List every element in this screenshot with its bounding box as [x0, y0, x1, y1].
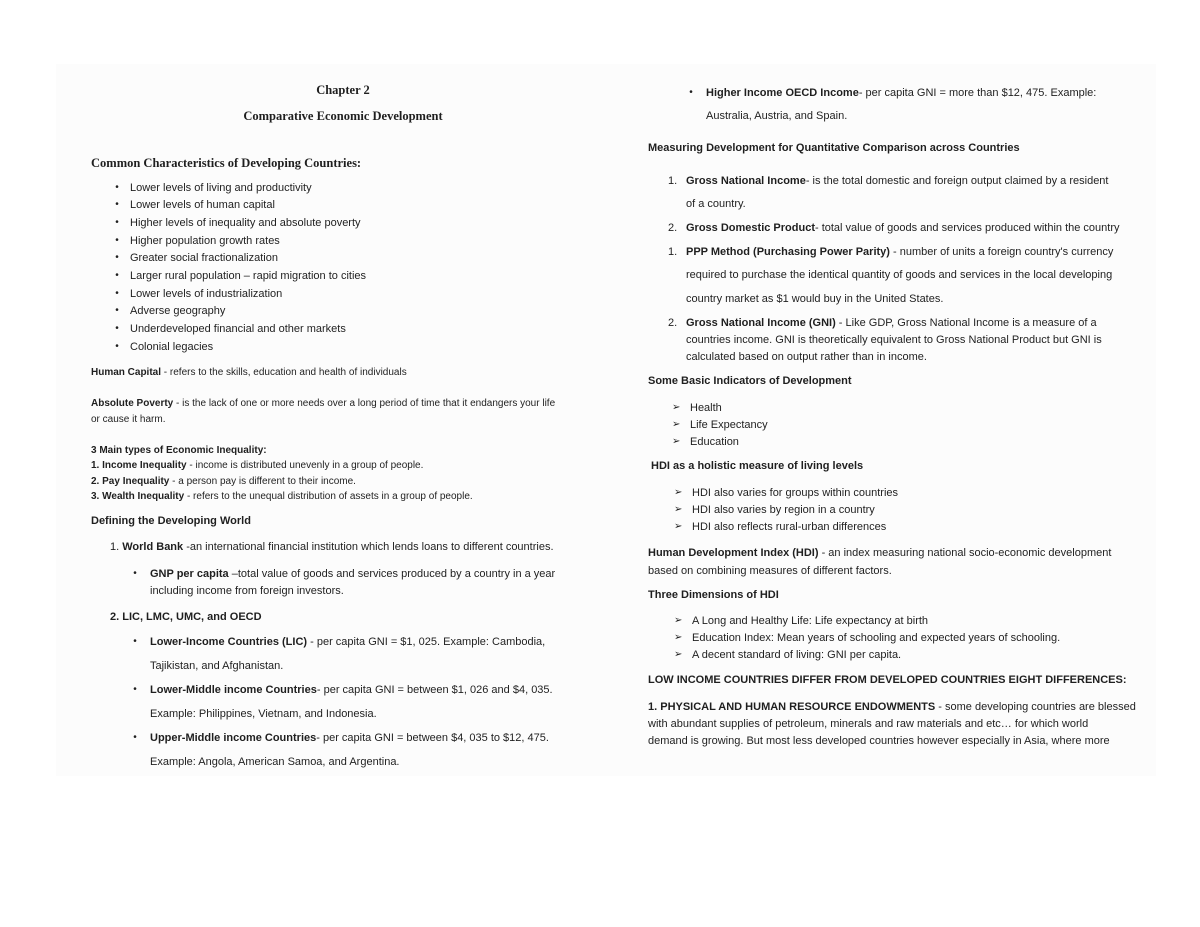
gni2-item-cont: countries income. GNI is theoretically equivalent to Gross National Product but GNI is [686, 334, 1102, 346]
definition: -an international financial institution which lends loans to different countries. [183, 541, 554, 553]
lic-heading: 2. LIC, LMC, UMC, and OECD [110, 611, 262, 623]
oecd-item [706, 86, 1096, 100]
term: World Bank [122, 541, 184, 553]
low-income-heading: LOW INCOME COUNTRIES DIFFER FROM DEVELOPED COUNTRIES EIGHT DIFFERENCES: [648, 674, 1127, 686]
bullet-icon: • [115, 305, 119, 316]
term: Gross National Income [686, 175, 806, 187]
definition: - income is distributed unevenly in a group of people. [186, 460, 424, 471]
lic-item-cont: Tajikistan, and Afghanistan. [150, 660, 284, 672]
bullet-icon: • [115, 252, 119, 263]
arrow-bullet-icon: ➢ [672, 402, 681, 413]
definition: - Like GDP, Gross National Income is a measure of a [835, 317, 1097, 329]
definition: - some developing countries are blessed [935, 701, 1136, 713]
dimensions-heading: Three Dimensions of HDI [648, 589, 779, 601]
bullet-icon: • [115, 288, 119, 299]
term: PPP Method (Purchasing Power Parity) [686, 246, 890, 258]
absolute-poverty-definition [91, 397, 555, 410]
term: 1. Income Inequality [91, 460, 187, 471]
arrow-bullet-icon: ➢ [674, 487, 683, 498]
gni-item-cont: of a country. [686, 198, 746, 210]
item-number: 2. [668, 317, 678, 329]
term: Human Development Index (HDI) [648, 547, 819, 559]
definition: - per capita GNI = between $4, 035 to $12, 475. [316, 732, 549, 744]
item-number: 1. [668, 175, 678, 187]
term: Lower-Middle income Countries [150, 684, 317, 696]
term: Upper-Middle income Countries [150, 732, 317, 744]
term: 2. Pay Inequality [91, 476, 170, 487]
lic-item [150, 635, 545, 649]
definition: - per capita GNI = more than $12, 475. Example: [858, 87, 1097, 99]
chapter-title: Comparative Economic Development [243, 109, 443, 123]
bullet-icon: • [115, 217, 119, 228]
defining-heading: Defining the Developing World [91, 515, 251, 527]
list-item: Greater social fractionalization [130, 252, 278, 264]
bullet-icon: • [133, 684, 137, 695]
term: 1. PHYSICAL AND HUMAN RESOURCE ENDOWMENTS [648, 701, 936, 713]
hdi-definition [648, 546, 1111, 560]
definition: - per capita GNI = $1, 025. Example: Cambodia, [307, 636, 546, 648]
term: Lower-Income Countries (LIC) [150, 636, 308, 648]
arrow-bullet-icon: ➢ [672, 419, 681, 430]
list-item: A Long and Healthy Life: Life expectancy at birth [692, 615, 929, 627]
bullet-icon: • [115, 323, 119, 334]
hdi-definition-cont: based on combining measures of different factors. [648, 565, 892, 577]
endowments-paragraph-cont: demand is growing. But most less developed countries however especially in Asia, where more [648, 735, 1110, 747]
list-item: Higher levels of inequality and absolute poverty [130, 217, 361, 229]
definition: - is the total domestic and foreign output claimed by a resident [805, 175, 1109, 187]
bullet-icon: • [115, 199, 119, 210]
oecd-item-cont: Australia, Austria, and Spain. [706, 110, 848, 122]
term: GNP per capita [150, 568, 229, 580]
inequality-item [91, 490, 473, 503]
gdp-item [686, 221, 1120, 235]
definition: - per capita GNI = between $1, 026 and $4, 035. [316, 684, 553, 696]
umc-item [150, 731, 549, 745]
term: Absolute Poverty [91, 398, 174, 409]
arrow-bullet-icon: ➢ [674, 632, 683, 643]
list-item: Health [690, 402, 722, 414]
list-item: Adverse geography [130, 305, 226, 317]
bullet-icon: • [689, 87, 693, 98]
inequality-item [91, 459, 423, 472]
list-item: Lower levels of human capital [130, 199, 275, 211]
definition: - refers to the unequal distribution of assets in a group of people. [184, 491, 473, 502]
list-item: HDI also reflects rural-urban differences [692, 521, 887, 533]
gnp-item-cont: including income from foreign investors. [150, 585, 344, 597]
term: Gross Domestic Product [686, 222, 815, 234]
arrow-bullet-icon: ➢ [674, 521, 683, 532]
definition: - is the lack of one or more needs over a long period of time that it endangers your life [173, 398, 556, 409]
definition: - total value of goods and services produced within the country [814, 222, 1120, 234]
list-item: HDI also varies by region in a country [692, 504, 875, 516]
bullet-icon: • [115, 182, 119, 193]
umc-item-cont: Example: Angola, American Samoa, and Argentina. [150, 756, 400, 768]
list-item: Education [690, 436, 739, 448]
definition: - a person pay is different to their income. [169, 476, 356, 487]
endowments-paragraph-cont: with abundant supplies of petroleum, minerals and raw materials and etc… for which world [648, 718, 1089, 730]
measuring-heading: Measuring Development for Quantitative Comparison across Countries [648, 142, 1020, 154]
list-item: HDI also varies for groups within countries [692, 487, 899, 499]
bullet-icon: • [133, 732, 137, 743]
ppp-item [686, 245, 1113, 259]
list-item: Education Index: Mean years of schooling and expected years of schooling. [692, 632, 1061, 644]
document-page [56, 64, 1156, 776]
term: Higher Income OECD Income [706, 87, 859, 99]
term: Human Capital [91, 367, 162, 378]
list-item: Lower levels of industrialization [130, 288, 283, 300]
inequality-item [91, 475, 356, 488]
list-item: Higher population growth rates [130, 235, 280, 247]
gni-item [686, 174, 1108, 188]
list-item: A decent standard of living: GNI per capita. [692, 649, 902, 661]
definition: - an index measuring national socio-economic development [818, 547, 1112, 559]
inequality-heading: 3 Main types of Economic Inequality: [91, 445, 267, 456]
bullet-icon: • [133, 568, 137, 579]
lmc-item-cont: Example: Philippines, Vietnam, and Indonesia. [150, 708, 377, 720]
bullet-icon: • [133, 636, 137, 647]
bullet-icon: • [115, 235, 119, 246]
list-item: Life Expectancy [690, 419, 768, 431]
lmc-item [150, 683, 553, 697]
chapter-label: Chapter 2 [316, 83, 370, 97]
item-number: 1. [668, 246, 678, 258]
arrow-bullet-icon: ➢ [674, 504, 683, 515]
arrow-bullet-icon: ➢ [674, 649, 683, 660]
absolute-poverty-definition-cont: or cause it harm. [91, 414, 166, 425]
list-item: Underdeveloped financial and other markets [130, 323, 346, 335]
gni2-item-cont: calculated based on output rather than in income. [686, 351, 927, 363]
endowments-paragraph [648, 700, 1136, 714]
arrow-bullet-icon: ➢ [672, 436, 681, 447]
world-bank-item [110, 540, 554, 554]
term: 3. Wealth Inequality [91, 491, 185, 502]
list-item: Larger rural population – rapid migration to cities [130, 270, 367, 282]
hdi-heading: HDI as a holistic measure of living levels [651, 460, 864, 472]
definition: –total value of goods and services produced by a country in a year [228, 568, 556, 580]
list-item: Colonial legacies [130, 341, 214, 353]
characteristics-heading: Common Characteristics of Developing Countries: [91, 156, 362, 170]
bullet-icon: • [115, 270, 119, 281]
gnp-item [150, 567, 555, 581]
indicators-heading: Some Basic Indicators of Development [648, 375, 852, 387]
item-number: 2. [668, 222, 678, 234]
human-capital-definition [91, 366, 407, 379]
item-number: 1. [110, 541, 123, 553]
definition: - number of units a foreign country's currency [889, 246, 1114, 258]
term: Gross National Income (GNI) [686, 317, 836, 329]
list-item: Lower levels of living and productivity [130, 182, 312, 194]
definition: - refers to the skills, education and health of individuals [161, 367, 407, 378]
ppp-item-cont: required to purchase the identical quantity of goods and services in the local developing [686, 269, 1113, 281]
gni2-item [686, 316, 1097, 330]
ppp-item-cont: country market as $1 would buy in the United States. [686, 293, 944, 305]
bullet-icon: • [115, 341, 119, 352]
arrow-bullet-icon: ➢ [674, 615, 683, 626]
